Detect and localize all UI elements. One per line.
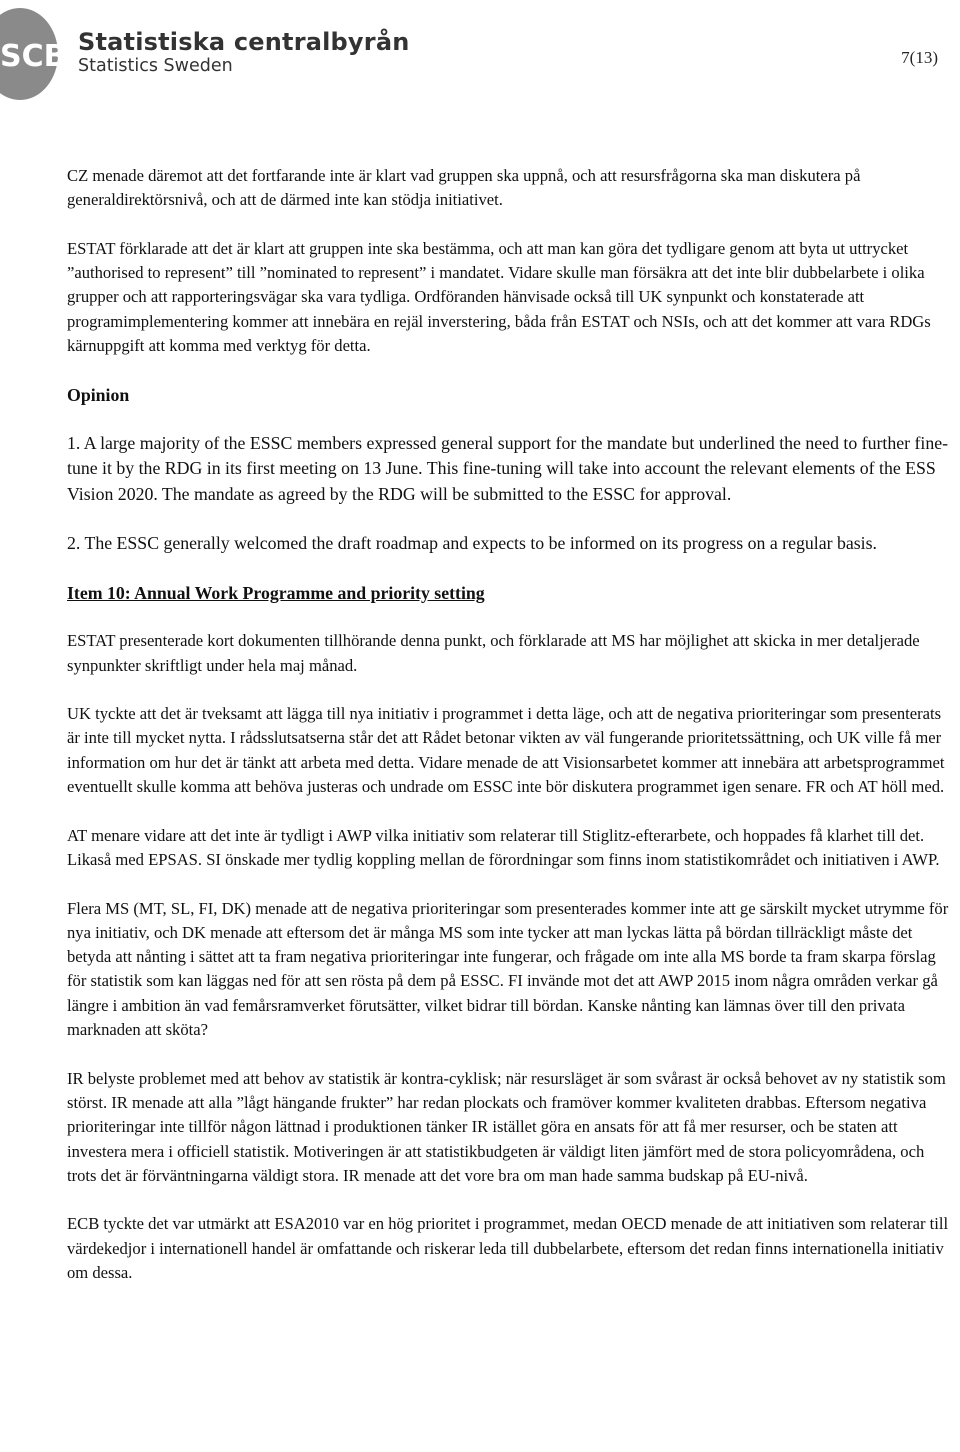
page-header	[0, 0, 960, 110]
opinion-section	[67, 383, 957, 557]
scb-logo-icon	[0, 2, 66, 102]
logo-wordmark	[78, 28, 410, 76]
paragraph-item10-uk: UK tyckte att det är tveksamt att lägga till nya initiativ i programmet i detta läge, och att de negativa prioriteringar som presenterats är inte till mycket nytta. I rådsslutsatserna står det att Rådet betonar vikten av väl fungerande prioritetssättning, och UK ville få mer information om hur det är tänkt att arbeta med detta. Vidare menade de att Visionsarbetet kommer att innebära att arbetsprogrammet eventuellt skulle komma att behöva justeras och undrade om ESSC inte bör diskutera programmet igen senare. FR och AT höll med.	[67, 704, 945, 797]
page-number: 7(13)	[901, 48, 938, 67]
opinion-item-1: 1. A large majority of the ESSC members expressed general support for the mandate but underlined the need to further fine-tune it by the RDG in its first meeting on 13 June. This fine-tuning will take into account the relevant elements of the ESS Vision 2020. The mandate as agreed by the RDG will be submitted to the ESSC for approval.	[67, 433, 949, 504]
logo-subtitle: Statistics Sweden	[78, 56, 233, 76]
paragraph-item10-estat: ESTAT presenterade kort dokumenten tillhörande denna punkt, och förklarade att MS har möjlighet att skicka in mer detaljerade synpunkter skriftligt under hela maj månad.	[67, 631, 920, 675]
document-body	[67, 164, 957, 1285]
opinion-heading: Opinion	[67, 384, 130, 405]
logo-name: Statistiska centralbyrån	[78, 28, 410, 56]
paragraph-item10-ir: IR belyste problemet med att behov av statistik är kontra-cyklisk; när resursläget är som svårast är också behovet av ny statistik som störst. IR menade att alla ”lågt hängande frukter” har redan plockats och framöver kommer kvaliteten drabbas. Eftersom negativa prioriteringar inte tillför någon lättnad i produktionen tänker IR istället göra en ansats för att få mer resurser, och be staten att investera mera i officiell statistik. Motiveringen är att statistikbudgeten är väldigt liten jämfört med de stora policyområdena, och trots det är förväntningarna väldigt stora. IR menade att det vore bra om man hade samma budskap på EU-nivå.	[67, 1068, 946, 1185]
logo-mark-text: SCB	[0, 39, 66, 74]
paragraph-item10-ms: Flera MS (MT, SL, FI, DK) menade att de negativa prioriteringar som presenterades kommer inte att ge särskilt mycket utrymme för nya initiativ, och DK menade att eftersom det är många MS som inte tycker att man lyckas lätta på bördan tillräckligt måste det betyda att nånting i sättet att ta fram negativa prioriteringar inte fungerar, och frågade om inte alla MS borde ta fram skarpa förslag för statistik som kan läggas ned för att sen rösta på dem på ESSC. FI invände mot det att AWP 2015 inom några områden verkar gå längre i ambition än vad femårsramverket förutsätter, vilket bidrar till bördan. Kanske nånting kan lämnas över till den privata marknaden att sköta?	[67, 898, 949, 1040]
paragraph-cz: CZ menade däremot att det fortfarande inte är klart vad gruppen ska uppnå, och att resursfrågorna ska man diskutera på generaldirektörsnivå, och att de därmed inte kan stödja initiativet.	[67, 166, 861, 210]
paragraph-item10-ecb: ECB tyckte det var utmärkt att ESA2010 var en hög prioritet i programmet, medan OECD menade de att initiativen som relaterar till värdekedjor i internationell handel är omfattande och riskerar leda till dubbelarbete, eftersom det redan finns internationella initiativ om dessa.	[67, 1214, 949, 1282]
paragraph-estat: ESTAT förklarade att det är klart att gruppen inte ska bestämma, och att man kan göra det tydligare genom att byta ut uttrycket ”authorised to represent” till ”nominated to represent” i mandatet. Vidare skulle man försäkra att det inte blir dubbelarbete i olika grupper och att rapporteringsvägar ska vara tydliga. Ordföranden hänvisade också till UK synpunkt och konstaterade att programimplementering kommer att innebära en rejäl inverstering, båda från ESTAT och NSIs, och att det kommer att vara RDGs kärnuppgift att komma med verktyg för detta.	[67, 238, 931, 356]
paragraph-item10-at: AT menare vidare att det inte är tydligt i AWP vilka initiativ som relaterar till Stiglitz-efterarbete, och hoppades få klarhet till det. Likaså med EPSAS. SI önskade mer tydlig koppling mellan de förordningar som finns inom statistikområdet och initiativen i AWP.	[67, 825, 940, 869]
item-10-heading: Item 10: Annual Work Programme and priority setting	[67, 582, 485, 603]
opinion-item-2: 2. The ESSC generally welcomed the draft roadmap and expects to be informed on its progress on a regular basis.	[67, 533, 877, 554]
